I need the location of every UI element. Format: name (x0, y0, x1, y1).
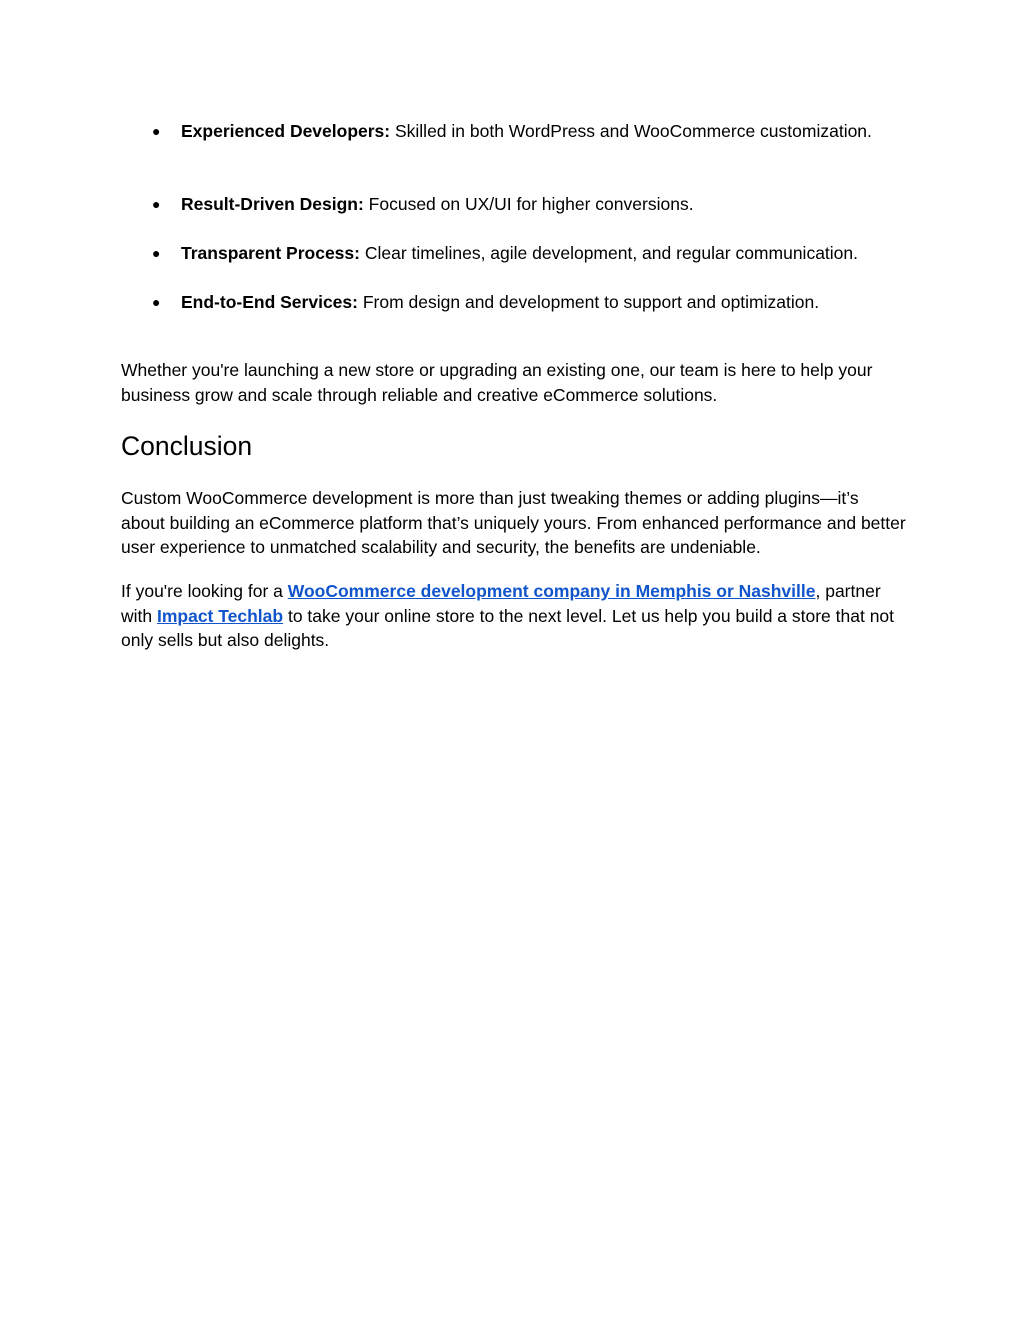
list-item-text: From design and development to support and optimization. (357, 292, 820, 312)
bullet-icon: ● (152, 294, 161, 310)
bullet-icon: ● (152, 245, 161, 261)
list-item-term: End-to-End Services: (181, 292, 358, 312)
list-item-term: Result-Driven Design: (181, 194, 364, 214)
list-item (152, 119, 901, 144)
intro-paragraph: Whether you're launching a new store or upgrading an existing one, our team is here to help your business grow and scale through reliable and creative eCommerce solutions. (121, 360, 873, 405)
bullet-icon: ● (152, 123, 161, 139)
list-item-term: Experienced Developers: (181, 121, 391, 141)
conclusion-paragraph: Custom WooCommerce development is more than just tweaking themes or adding plugins—it’s about building an eCommerce platform that’s uniquely yours. From enhanced performance and better user experience to unmatched scalability and security, the benefits are undeniable. (121, 488, 906, 557)
list-item-text: Clear timelines, agile development, and regular communication. (359, 243, 859, 263)
conclusion-heading: Conclusion (121, 431, 253, 461)
cta-paragraph (121, 579, 906, 653)
list-item (152, 192, 901, 217)
cta-text-part3: to take your online store to the next level. Let us help you build a store that not only sells but also delights. (121, 605, 895, 650)
list-item (152, 241, 921, 266)
list-item (152, 290, 901, 315)
cta-text-part1: If you're looking for a (121, 581, 288, 601)
cta-text-part2: , partner with (121, 581, 881, 626)
impact-techlab-link[interactable]: Impact Techlab (156, 605, 284, 626)
list-item-text: Focused on UX/UI for higher conversions. (363, 194, 694, 214)
list-item-text: Skilled in both WordPress and WooCommerce customization. (390, 121, 872, 141)
list-item-term: Transparent Process: (181, 243, 360, 263)
bullet-icon: ● (152, 196, 161, 212)
woocommerce-company-link[interactable]: WooCommerce development company in Memphis or Nashville (287, 581, 816, 601)
